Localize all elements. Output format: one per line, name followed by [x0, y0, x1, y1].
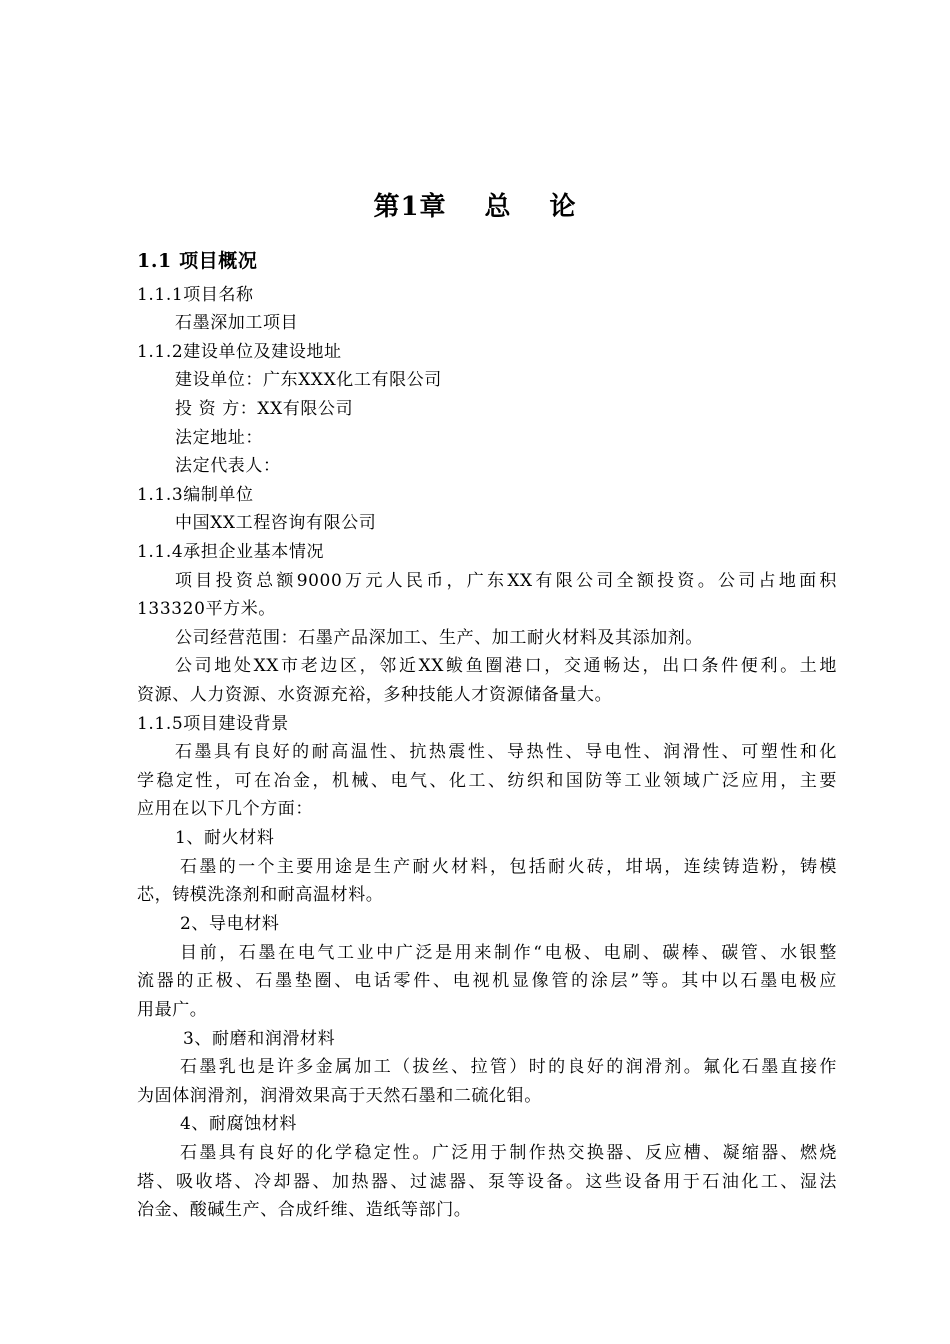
paragraph-line: 芯，铸模洗涤剂和耐高温材料。 — [137, 885, 384, 905]
chapter-word-2: 论 — [549, 192, 577, 222]
paragraph-line: 冶金、酸碱生产、合成纤维、造纸等部门。 — [137, 1200, 472, 1220]
paragraph-line: 塔、吸收塔、冷却器、加热器、过滤器、泵等设备。这些设备用于石油化工、湿法 — [137, 1172, 837, 1192]
paragraph-line: 公司经营范围：石墨产品深加工、生产、加工耐火材料及其添加剂。 — [175, 628, 703, 648]
subsection-heading: 1.1.4承担企业基本情况 — [137, 542, 325, 562]
field-line: 中国XX工程咨询有限公司 — [175, 513, 377, 533]
project-name: 石墨深加工项目 — [175, 313, 299, 333]
subsection-heading: 1.1.3编制单位 — [137, 485, 254, 505]
field-line: 投 资 方：XX有限公司 — [175, 399, 354, 419]
paragraph-line: 石墨具有良好的化学稳定性。广泛用于制作热交换器、反应槽、凝缩器、燃烧 — [180, 1143, 837, 1163]
paragraph-line: 133320平方米。 — [137, 599, 276, 619]
subsection-heading: 1.1.2建设单位及建设地址 — [137, 342, 342, 362]
paragraph-line: 为固体润滑剂，润滑效果高于天然石墨和二硫化钼。 — [137, 1086, 542, 1106]
paragraph-line: 用最广。 — [137, 1000, 208, 1020]
paragraph-line: 项目投资总额9000万元人民币，广东XX有限公司全额投资。公司占地面积 — [175, 571, 837, 591]
chapter-word-1: 总 — [484, 192, 512, 222]
subsection-heading: 1.1.1项目名称 — [137, 285, 254, 305]
list-heading: 1、耐火材料 — [175, 828, 275, 848]
paragraph-line: 目前，石墨在电气工业中广泛是用来制作“电极、电刷、碳棒、碳管、水银整 — [180, 943, 837, 963]
section-heading: 1.1 项目概况 — [137, 250, 258, 272]
paragraph-line: 资源、人力资源、水资源充裕，多种技能人才资源储备量大。 — [137, 685, 613, 705]
paragraph-line: 石墨的一个主要用途是生产耐火材料，包括耐火砖，坩埚，连续铸造粉，铸模 — [180, 857, 837, 877]
paragraph-line: 流器的正极、石墨垫圈、电话零件、电视机显像管的涂层”等。其中以石墨电极应 — [137, 971, 837, 991]
paragraph-line: 石墨具有良好的耐高温性、抗热震性、导热性、导电性、润滑性、可塑性和化 — [175, 742, 837, 762]
subsection-heading: 1.1.5项目建设背景 — [137, 714, 289, 734]
chapter-number: 第1章 — [373, 192, 447, 222]
paragraph-line: 应用在以下几个方面： — [137, 799, 313, 819]
field-line: 法定地址： — [175, 428, 263, 448]
paragraph-line: 公司地处XX市老边区，邻近XX鲅鱼圈港口，交通畅达，出口条件便利。土地 — [175, 656, 837, 676]
field-line: 法定代表人： — [175, 456, 281, 476]
paragraph-line: 学稳定性，可在冶金，机械、电气、化工、纺织和国防等工业领域广泛应用，主要 — [137, 771, 837, 791]
list-heading: 2、导电材料 — [180, 914, 280, 934]
chapter-title — [0, 186, 950, 223]
field-line: 建设单位：广东XXX化工有限公司 — [175, 370, 442, 390]
list-heading: 3、耐磨和润滑材料 — [183, 1029, 336, 1049]
paragraph-line: 石墨乳也是许多金属加工（拔丝、拉管）时的良好的润滑剂。氟化石墨直接作 — [180, 1057, 837, 1077]
list-heading: 4、耐腐蚀材料 — [180, 1114, 298, 1134]
